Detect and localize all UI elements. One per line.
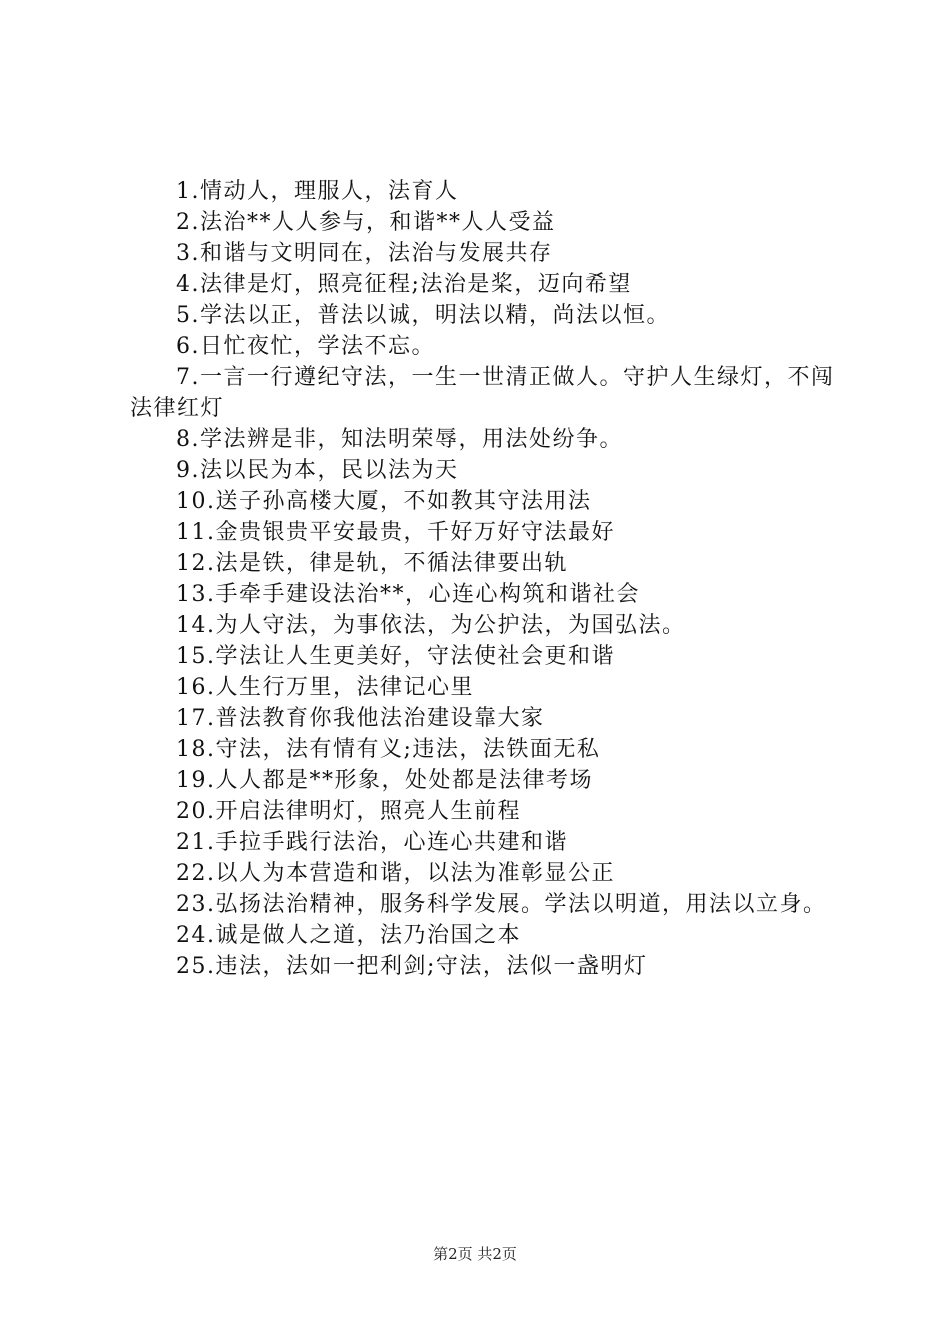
slogan-item-1: 1.情动人，理服人，法育人 — [176, 179, 459, 204]
slogan-item-3: 3.和谐与文明同在，法治与发展共存 — [176, 241, 553, 266]
slogan-item-16: 16.人生行万里，法律记心里 — [176, 675, 474, 700]
slogan-item-17: 17.普法教育你我他法治建设靠大家 — [176, 706, 545, 731]
slogan-item-12: 12.法是铁，律是轨，不循法律要出轨 — [176, 551, 568, 576]
slogan-item-8: 8.学法辨是非，知法明荣辱，用法处纷争。 — [176, 427, 623, 452]
slogan-item-20: 20.开启法律明灯，照亮人生前程 — [176, 799, 521, 824]
slogan-item-19: 19.人人都是**形象，处处都是法律考场 — [176, 768, 593, 793]
slogan-item-11: 11.金贵银贵平安最贵，千好万好守法最好 — [176, 520, 615, 545]
slogan-item-21: 21.手拉手践行法治，心连心共建和谐 — [176, 830, 568, 855]
slogan-item-4: 4.法律是灯，照亮征程;法治是桨，迈向希望 — [176, 272, 632, 297]
slogan-item-23: 23.弘扬法治精神，服务科学发展。学法以明道，用法以立身。 — [176, 892, 827, 917]
slogan-item-13: 13.手牵手建设法治**，心连心构筑和谐社会 — [176, 582, 640, 607]
slogan-item-7: 7.一言一行遵纪守法，一生一世清正做人。守护人生绿灯，不闯法律红灯 — [130, 365, 835, 421]
page-footer: 第2页 共2页 — [433, 1245, 517, 1263]
slogan-item-14: 14.为人守法，为事依法，为公护法，为国弘法。 — [176, 613, 686, 638]
slogan-item-5: 5.学法以正，普法以诚，明法以精，尚法以恒。 — [176, 303, 670, 328]
slogan-list — [130, 176, 840, 982]
slogan-item-15: 15.学法让人生更美好，守法使社会更和谐 — [176, 644, 615, 669]
slogan-item-25: 25.违法，法如一把利剑;守法，法似一盏明灯 — [176, 954, 648, 979]
slogan-item-24: 24.诚是做人之道，法乃治国之本 — [176, 923, 521, 948]
slogan-item-9: 9.法以民为本，民以法为天 — [176, 458, 459, 483]
slogan-item-6: 6.日忙夜忙，学法不忘。 — [176, 334, 435, 359]
slogan-item-2: 2.法治**人人参与，和谐**人人受益 — [176, 210, 556, 235]
slogan-item-22: 22.以人为本营造和谐，以法为准彰显公正 — [176, 861, 615, 886]
slogan-item-10: 10.送子孙高楼大厦，不如教其守法用法 — [176, 489, 592, 514]
slogan-item-18: 18.守法，法有情有义;违法，法铁面无私 — [176, 737, 601, 762]
